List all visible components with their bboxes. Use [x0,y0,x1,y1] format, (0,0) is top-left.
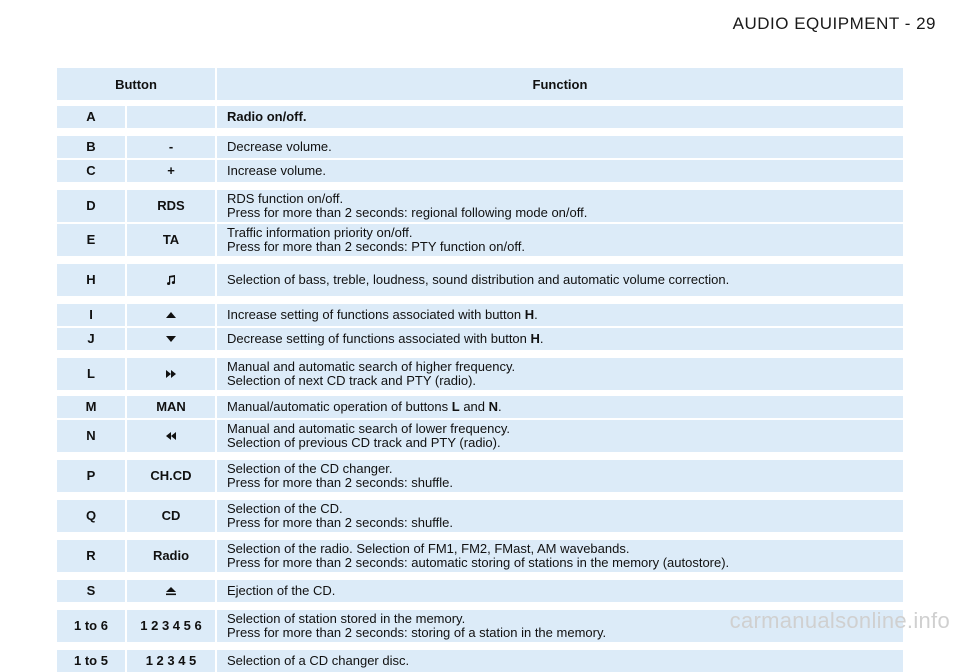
music-note-icon [127,264,215,296]
row-spacer [57,130,903,134]
function-text: Ejection of the CD. [227,583,336,598]
function-line [227,542,729,556]
function-text: Increase setting of functions associated with button [227,307,525,322]
function-line [227,462,453,476]
function-text: Increase volume. [227,163,326,178]
button-symbol: CH.CD [127,460,215,492]
function-text: Selection of the radio. Selection of FM1, FM2, FMast, AM wavebands. [227,541,630,556]
function-line [227,626,606,640]
row-spacer [57,352,903,356]
function-description [217,106,903,128]
button-symbol: + [127,160,215,182]
button-key: N [57,420,125,452]
function-text: Press for more than 2 seconds: shuffle. [227,475,453,490]
function-text: Selection of station stored in the memory. [227,611,466,626]
column-header-function: Function [217,68,903,100]
function-line [227,400,502,414]
button-symbol: RDS [127,190,215,222]
fast-forward-icon [127,358,215,390]
function-line [227,516,453,530]
button-reference: H [524,307,535,322]
row-spacer [57,454,903,458]
button-reference: Radio on/off. [227,109,307,124]
function-description [217,160,903,182]
function-description [217,136,903,158]
function-text: Press for more than 2 seconds: automatic storing of stations in the memory (autostore). [227,555,730,570]
function-text: Press for more than 2 seconds: shuffle. [227,515,453,530]
button-reference: N [488,399,499,414]
button-key: E [57,224,125,256]
button-symbol: 1 2 3 4 5 [127,650,215,672]
function-description [217,190,903,222]
row-spacer [57,258,903,262]
row-spacer [57,644,903,648]
function-description [217,580,903,602]
function-line [227,110,306,124]
function-line [227,273,729,287]
function-line [227,374,515,388]
button-key: S [57,580,125,602]
triangle-down-icon [127,328,215,350]
button-function-table [57,68,903,672]
function-text: Manual/automatic operation of buttons [227,399,452,414]
eject-icon [127,580,215,602]
button-symbol: CD [127,500,215,532]
button-key: Q [57,500,125,532]
function-text: Manual and automatic search of lower frequency. [227,421,511,436]
function-description [217,304,903,326]
watermark: carmanualsonline.info [729,608,950,633]
function-line [227,654,409,668]
function-line [227,502,453,516]
row-spacer [57,574,903,578]
function-text: RDS function on/off. [227,191,344,206]
button-key: I [57,304,125,326]
function-text: Selection of a CD changer disc. [227,653,410,668]
button-symbol: TA [127,224,215,256]
button-reference: L [451,399,460,414]
function-text: Press for more than 2 seconds: regional following mode on/off. [227,205,588,220]
function-text: Press for more than 2 seconds: storing of a station in the memory. [227,625,607,640]
button-symbol: MAN [127,396,215,418]
function-line [227,164,326,178]
page-title: AUDIO EQUIPMENT - 29 [732,14,936,33]
button-key: H [57,264,125,296]
button-symbol: 1 2 3 4 5 6 [127,610,215,642]
button-key: D [57,190,125,222]
function-text: Selection of the CD changer. [227,461,393,476]
function-description [217,396,903,418]
function-line [227,422,510,436]
function-description [217,650,903,672]
row-spacer [57,494,903,498]
button-key: L [57,358,125,390]
button-key: C [57,160,125,182]
button-key: A [57,106,125,128]
button-key: B [57,136,125,158]
function-text: Press for more than 2 seconds: PTY function on/off. [227,239,525,254]
button-symbol: - [127,136,215,158]
row-spacer [57,392,903,394]
function-description [217,420,903,452]
function-line [227,192,587,206]
button-symbol [127,106,215,128]
function-line [227,332,544,346]
function-description [217,540,903,572]
function-line [227,476,453,490]
function-text: Manual and automatic search of higher frequency. [227,359,516,374]
function-text: Selection of next CD track and PTY (radio). [227,373,477,388]
function-text: Selection of the CD. [227,501,343,516]
function-text: Decrease volume. [227,139,332,154]
function-line [227,556,729,570]
function-description [217,328,903,350]
button-reference: H [530,331,540,346]
button-key: M [57,396,125,418]
function-description [217,224,903,256]
function-line [227,226,525,240]
function-text: Selection of bass, treble, loudness, sound distribution and automatic volume correction. [227,272,730,287]
function-text: . [539,331,544,346]
function-text: . [498,399,502,414]
column-header-button: Button [57,68,215,100]
button-key: R [57,540,125,572]
function-line [227,240,525,254]
function-text: Selection of previous CD track and PTY (radio). [227,435,501,450]
row-spacer [57,102,903,104]
row-spacer [57,534,903,538]
row-spacer [57,298,903,302]
function-description [217,500,903,532]
function-line [227,360,515,374]
button-key: P [57,460,125,492]
function-line [227,612,606,626]
function-text: Decrease setting of functions associated with button [227,331,531,346]
function-description [217,460,903,492]
button-key: 1 to 6 [57,610,125,642]
function-line [227,436,510,450]
button-key: 1 to 5 [57,650,125,672]
function-line [227,584,335,598]
function-text: Traffic information priority on/off. [227,225,413,240]
triangle-up-icon [127,304,215,326]
row-spacer [57,184,903,188]
function-text: . [534,307,538,322]
function-description [217,358,903,390]
button-key: J [57,328,125,350]
function-description [217,264,903,296]
function-line [227,140,332,154]
function-line [227,308,538,322]
function-text: and [459,399,489,414]
button-symbol: Radio [127,540,215,572]
rewind-icon [127,420,215,452]
function-line [227,206,587,220]
